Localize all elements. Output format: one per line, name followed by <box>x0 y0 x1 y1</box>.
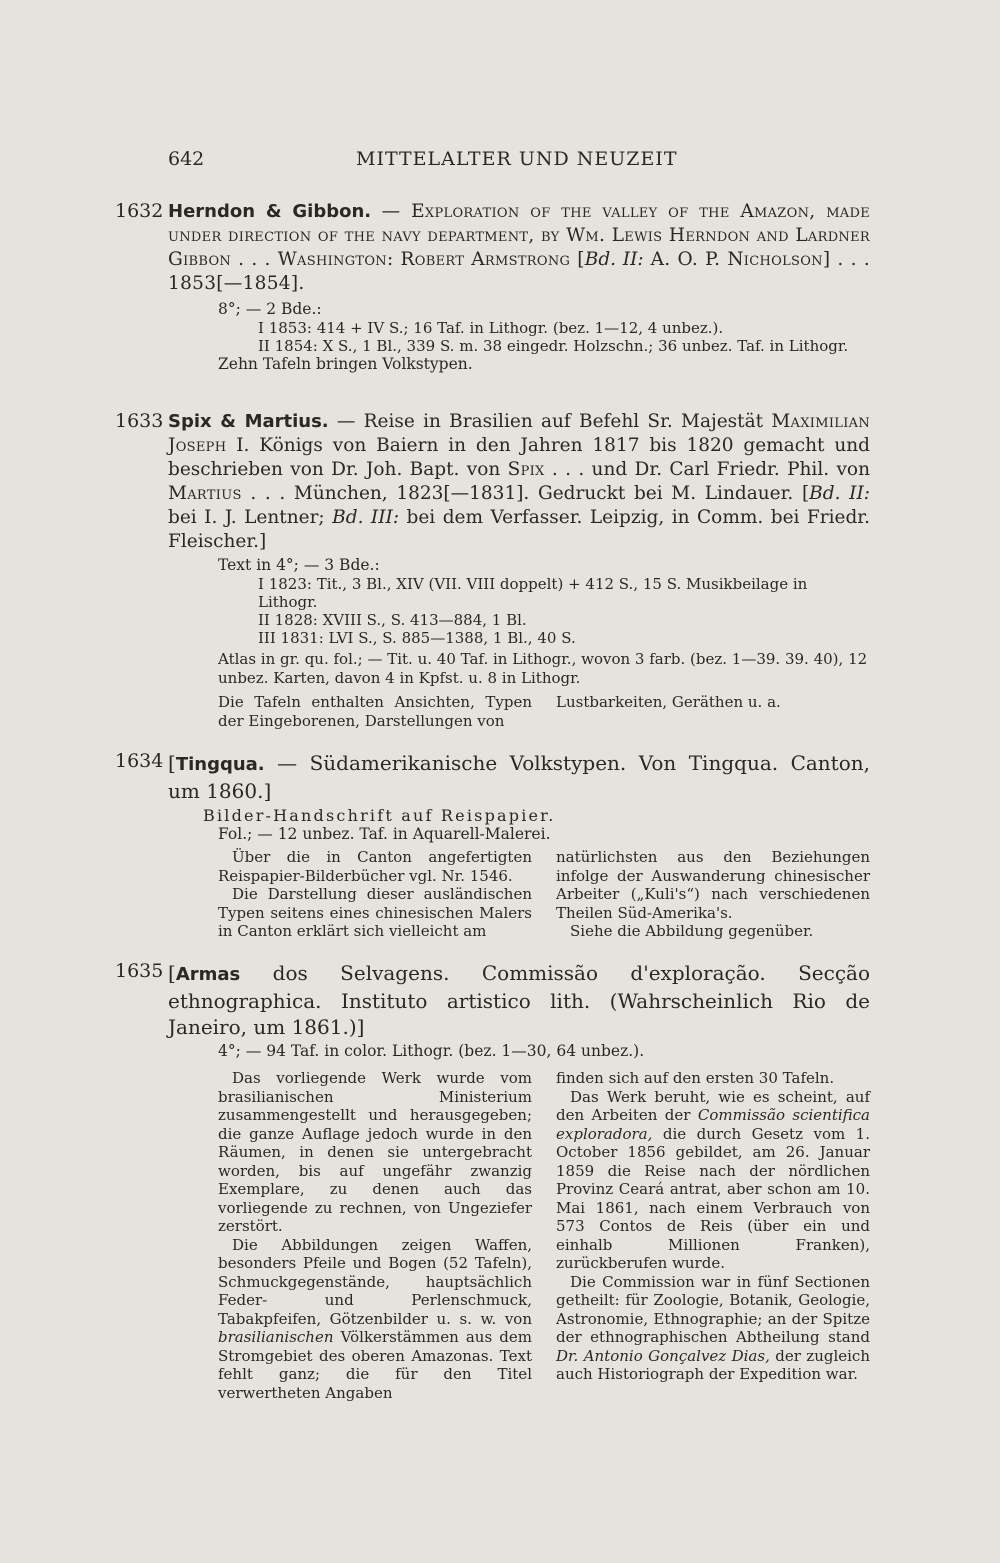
entry-format: Text in 4°; — 3 Bde.: <box>218 556 380 574</box>
entry-format: Fol.; — 12 unbez. Taf. in Aquarell-Malerei. <box>218 825 551 843</box>
volume-item: III 1831: LVI S., S. 885—1388, 1 Bl., 40 S. <box>258 629 576 647</box>
volume-item: II 1828: XVIII S., S. 413—884, 1 Bl. <box>258 611 527 629</box>
entry-1632 <box>115 200 870 374</box>
entry-title: Herndon & Gibbon. — Exploration of the valley of the Amazon, made under direction of the navy department, by Wm. Lewis Herndon and Lardner Gibbon . . . Washington: Robert Armstrong [Bd. II: A. O. P. Nicholson] . . . 1853[—1854]. <box>168 201 871 294</box>
commentary-left: Die Tafeln enthalten Ansichten, Typen der Eingeborenen, Darstellungen von <box>218 693 532 730</box>
entry-note: Zehn Tafeln bringen Volkstypen. <box>218 355 473 373</box>
commentary-left: Über die in Canton angefertigten Reispapier-Bilderbücher vgl. Nr. 1546. Die Darstellung dieser ausländischen Typen seitens eines chinesischen Malers in Canton erklärt sich vielleicht am <box>218 848 532 940</box>
volume-list <box>258 319 870 355</box>
entry-1635 <box>115 960 870 1402</box>
commentary-right: natürlichsten aus den Beziehungen infolge der Auswanderung chinesischer Arbeiter („Kuli's“) nach verschiedenen Theilen Süd-Amerika's. Siehe die Abbildung gegenüber. <box>556 848 870 940</box>
commentary-right: finden sich auf den ersten 30 Tafeln. Das Werk beruht, wie es scheint, auf den Arbeiten der Commissão scientifica exploradora, die durch Gesetz vom 1. October 1856 gebildet, am 26. Januar 1859 die Reise nach der nördlichen Provinz Ceará antrat, aber schon am 10. Mai 1861, nach einem Verbrauch von 573 Contos de Reis (über ein und einhalb Millionen Franken), zurückberufen wurde. Die Commission war in fünf Sectionen getheilt: für Zoologie, Botanik, Geologie, Astronomie, Ethnographie; an der Spitze der ethnographischen Abtheilung stand Dr. Antonio Gonçalvez Dias, der zugleich auch Historiograph der Expedition war. <box>556 1069 870 1383</box>
volume-item: I 1853: 414 + IV S.; 16 Taf. in Lithogr. (bez. 1—12, 4 unbez.). <box>258 319 724 337</box>
entry-commentary <box>218 693 870 730</box>
entry-format: 8°; — 2 Bde.: <box>218 300 322 318</box>
entry-title: Spix & Martius. — Reise in Brasilien auf Befehl Sr. Majestät Maximilian Joseph I. Königs von Baiern in den Jahren 1817 bis 1820 gemacht und beschrieben von Dr. Joh. Bapt. von Spix . . . und Dr. Carl Friedr. Phil. von Martius . . . München, 1823[—1831]. Gedruckt bei M. Lindauer. [Bd. II: bei I. J. Lentner; Bd. III: bei dem Verfasser. Leipzig, in Comm. bei Friedr. Fleischer.] <box>168 411 871 552</box>
entry-number: 1633 <box>115 410 164 432</box>
entry-author: Armas <box>175 964 241 985</box>
entry-1634 <box>115 750 870 941</box>
entry-title: [Tingqua. — Südamerikanische Volkstypen. Von Tingqua. Canton, um 1860.] <box>168 751 870 803</box>
manuscript-note: Bilder-Handschrift auf Reispapier. <box>203 806 556 825</box>
entry-author: Herndon & Gibbon. <box>168 201 372 222</box>
page-title: MITTELALTER UND NEUZEIT <box>356 148 678 170</box>
entry-number: 1635 <box>115 960 164 982</box>
entry-number: 1634 <box>115 750 164 772</box>
entry-author: Tingqua. <box>175 754 265 775</box>
entry-commentary <box>218 1069 870 1402</box>
entry-format: 4°; — 94 Taf. in color. Lithogr. (bez. 1—30, 64 unbez.). <box>218 1042 645 1060</box>
entry-atlas: Atlas in gr. qu. fol.; — Tit. u. 40 Taf. in Lithogr., wovon 3 farb. (bez. 1—39. 39. 40), 12 unbez. Karten, davon 4 in Kpfst. u. 8 in Lithogr. <box>218 650 868 687</box>
entry-number: 1632 <box>115 200 164 222</box>
entry-title: [Armas dos Selvagens. Commissão d'exploração. Secção ethnographica. Instituto artistico lith. (Wahrscheinlich Rio de Janeiro, um 1861.)] <box>168 961 871 1039</box>
entry-1633 <box>115 410 870 730</box>
volume-item: I 1823: Tit., 3 Bl., XIV (VII. VIII doppelt) + 412 S., 15 S. Musikbeilage in Lithogr. <box>258 575 808 611</box>
commentary-right: Lustbarkeiten, Geräthen u. a. <box>556 693 781 711</box>
page-number: 642 <box>168 148 205 170</box>
commentary-left: Das vorliegende Werk wurde vom brasilianischen Ministerium zusammengestellt und herausgegeben; die ganze Auflage jedoch wurde in den Räumen, in denen sie untergebracht worden, bis auf ungefähr zwanzig Exemplare, zu denen auch das vorliegende zu rechnen, von Ungeziefer zerstört. Die Abbildungen zeigen Waffen, besonders Pfeile und Bogen (52 Tafeln), Schmuckgegenstände, hauptsächlich Feder- und Perlenschmuck, Tabakpfeifen, Götzenbilder u. s. w. von brasilianischen Völkerstämmen aus dem Stromgebiet des oberen Amazonas. Text fehlt ganz; die für den Titel verwertheten Angaben <box>218 1069 532 1402</box>
entry-author: Spix & Martius. <box>168 411 329 432</box>
entry-commentary <box>218 848 870 941</box>
volume-list <box>258 575 870 647</box>
volume-item: II 1854: X S., 1 Bl., 339 S. m. 38 eingedr. Holzschn.; 36 unbez. Taf. in Lithogr. <box>258 337 849 355</box>
